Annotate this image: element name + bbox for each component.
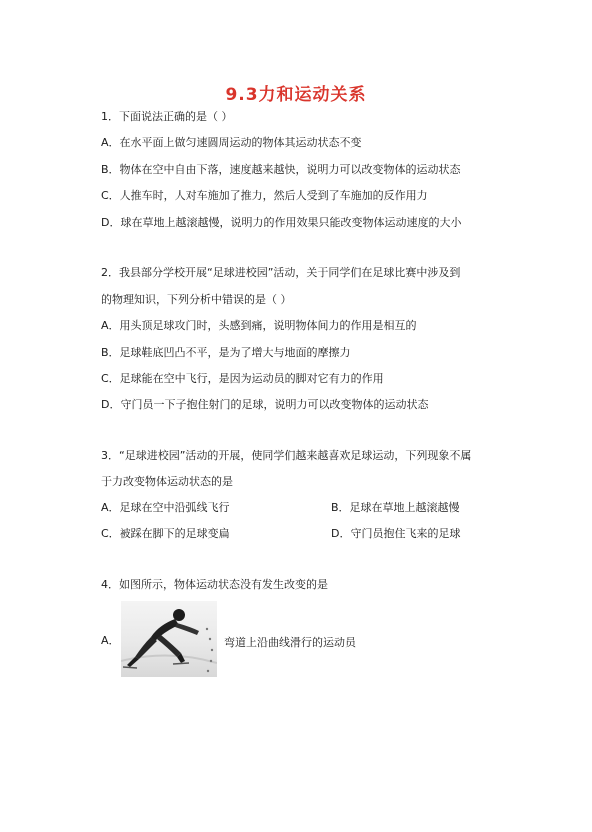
- page-title: 9.3力和运动关系: [225, 85, 367, 105]
- q1-option-a: A．在水平面上做匀速圆周运动的物体其运动状态不变: [101, 136, 362, 149]
- q2-option-a: A．用头顶足球攻门时，头感到痛，说明物体间力的作用是相互的: [101, 319, 417, 332]
- q2-stem-line2: 的物理知识，下列分析中错误的是（ ）: [101, 293, 292, 306]
- q3-stem-line1: 3．“足球进校园”活动的开展，使同学们越来越喜欢足球运动，下列现象不属: [101, 449, 472, 462]
- q2-option-d: D．守门员一下子抱住射门的足球，说明力可以改变物体的运动状态: [101, 398, 429, 411]
- q3-stem-line2: 于力改变物体运动状态的是: [101, 475, 233, 488]
- q4-option-a-label: A．: [101, 634, 120, 647]
- q3-option-a: A．足球在空中沿弧线飞行: [101, 501, 230, 514]
- q4-option-a-caption: 弯道上沿曲线滑行的运动员: [224, 636, 356, 649]
- speed-skater-illustration: [121, 601, 217, 677]
- q1-stem: 1．下面说法正确的是（ ）: [101, 110, 233, 123]
- q3-option-c: C．被踩在脚下的足球变扁: [101, 527, 230, 540]
- q2-option-b: B．足球鞋底凹凸不平，是为了增大与地面的摩擦力: [101, 346, 351, 359]
- q1-option-d: D．球在草地上越滚越慢，说明力的作用效果只能改变物体运动速度的大小: [101, 216, 462, 229]
- q3-option-d: D．守门员抱住飞来的足球: [331, 527, 461, 540]
- q4-stem: 4．如图所示，物体运动状态没有发生改变的是: [101, 578, 328, 591]
- q2-option-c: C．足球能在空中飞行，是因为运动员的脚对它有力的作用: [101, 372, 384, 385]
- q1-option-c: C．人推车时，人对车施加了推力，然后人受到了车施加的反作用力: [101, 189, 428, 202]
- q1-option-b: B．物体在空中自由下落，速度越来越快，说明力可以改变物体的运动状态: [101, 163, 461, 176]
- speed-skater-image: [121, 601, 217, 677]
- q2-stem-line1: 2．我县部分学校开展“足球进校园”活动，关于同学们在足球比赛中涉及到: [101, 266, 461, 279]
- q3-option-b: B．足球在草地上越滚越慢: [331, 501, 460, 514]
